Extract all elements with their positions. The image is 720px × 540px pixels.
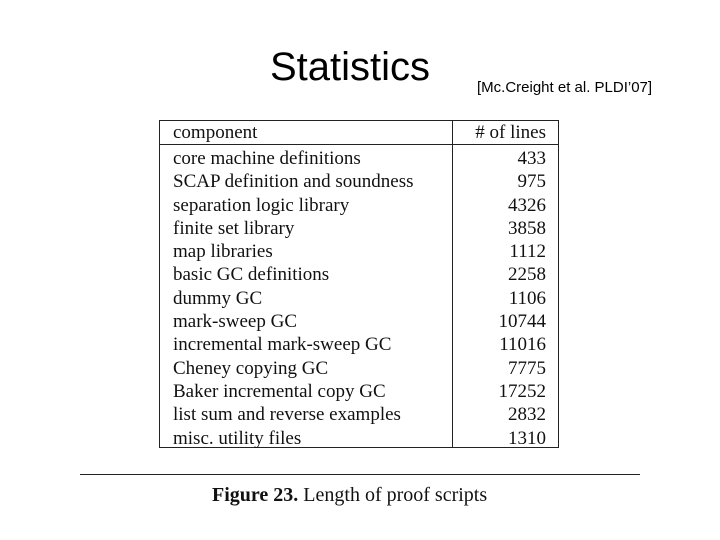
table-row <box>160 170 558 193</box>
row-component: finite set library <box>173 217 295 239</box>
table-row <box>160 287 558 310</box>
row-component: core machine definitions <box>173 148 361 169</box>
header-lines: # of lines <box>475 122 546 143</box>
row-component: dummy GC <box>173 287 263 309</box>
slide-title: Statistics <box>270 45 431 89</box>
row-component: list sum and reverse examples <box>173 404 401 426</box>
row-lines: 3858 <box>508 217 546 239</box>
row-lines: 17252 <box>498 380 546 402</box>
header-component: component <box>173 122 258 143</box>
table-row <box>160 333 558 356</box>
figure-caption <box>212 482 487 508</box>
figure-caption-text: Length of proof scripts <box>303 484 488 506</box>
table-row <box>160 147 558 170</box>
row-lines: 975 <box>517 171 546 193</box>
row-lines: 10744 <box>498 311 546 333</box>
table-row <box>160 427 558 450</box>
table-row <box>160 194 558 217</box>
table-header-row <box>160 121 558 145</box>
row-lines: 2258 <box>508 264 546 286</box>
table-body <box>160 147 558 450</box>
row-component: SCAP definition and soundness <box>173 171 414 193</box>
figure-label: Figure 23. <box>212 484 299 506</box>
row-component: incremental mark-sweep GC <box>173 334 392 356</box>
row-lines: 433 <box>517 148 546 169</box>
table-row <box>160 263 558 286</box>
proof-stats-table <box>159 120 559 448</box>
table-row <box>160 217 558 240</box>
row-component: Baker incremental copy GC <box>173 380 386 402</box>
citation: [Mc.Creight et al. PLDI’07] <box>477 79 653 96</box>
table-row <box>160 403 558 426</box>
table-row <box>160 310 558 333</box>
row-lines: 1112 <box>509 241 546 263</box>
caption-rule <box>80 474 640 475</box>
row-lines: 1106 <box>508 287 546 309</box>
row-component: misc. utility files <box>173 427 302 449</box>
row-component: mark-sweep GC <box>173 311 297 333</box>
table-row <box>160 240 558 263</box>
row-lines: 7775 <box>508 357 546 379</box>
table-row <box>160 357 558 380</box>
row-component: basic GC definitions <box>173 264 330 286</box>
row-component: separation logic library <box>173 194 350 216</box>
table-row <box>160 380 558 403</box>
row-component: map libraries <box>173 241 273 263</box>
row-component: Cheney copying GC <box>173 357 329 379</box>
row-lines: 11016 <box>499 334 546 356</box>
row-lines: 2832 <box>508 404 546 426</box>
row-lines: 4326 <box>508 194 546 216</box>
row-lines: 1310 <box>508 427 546 449</box>
